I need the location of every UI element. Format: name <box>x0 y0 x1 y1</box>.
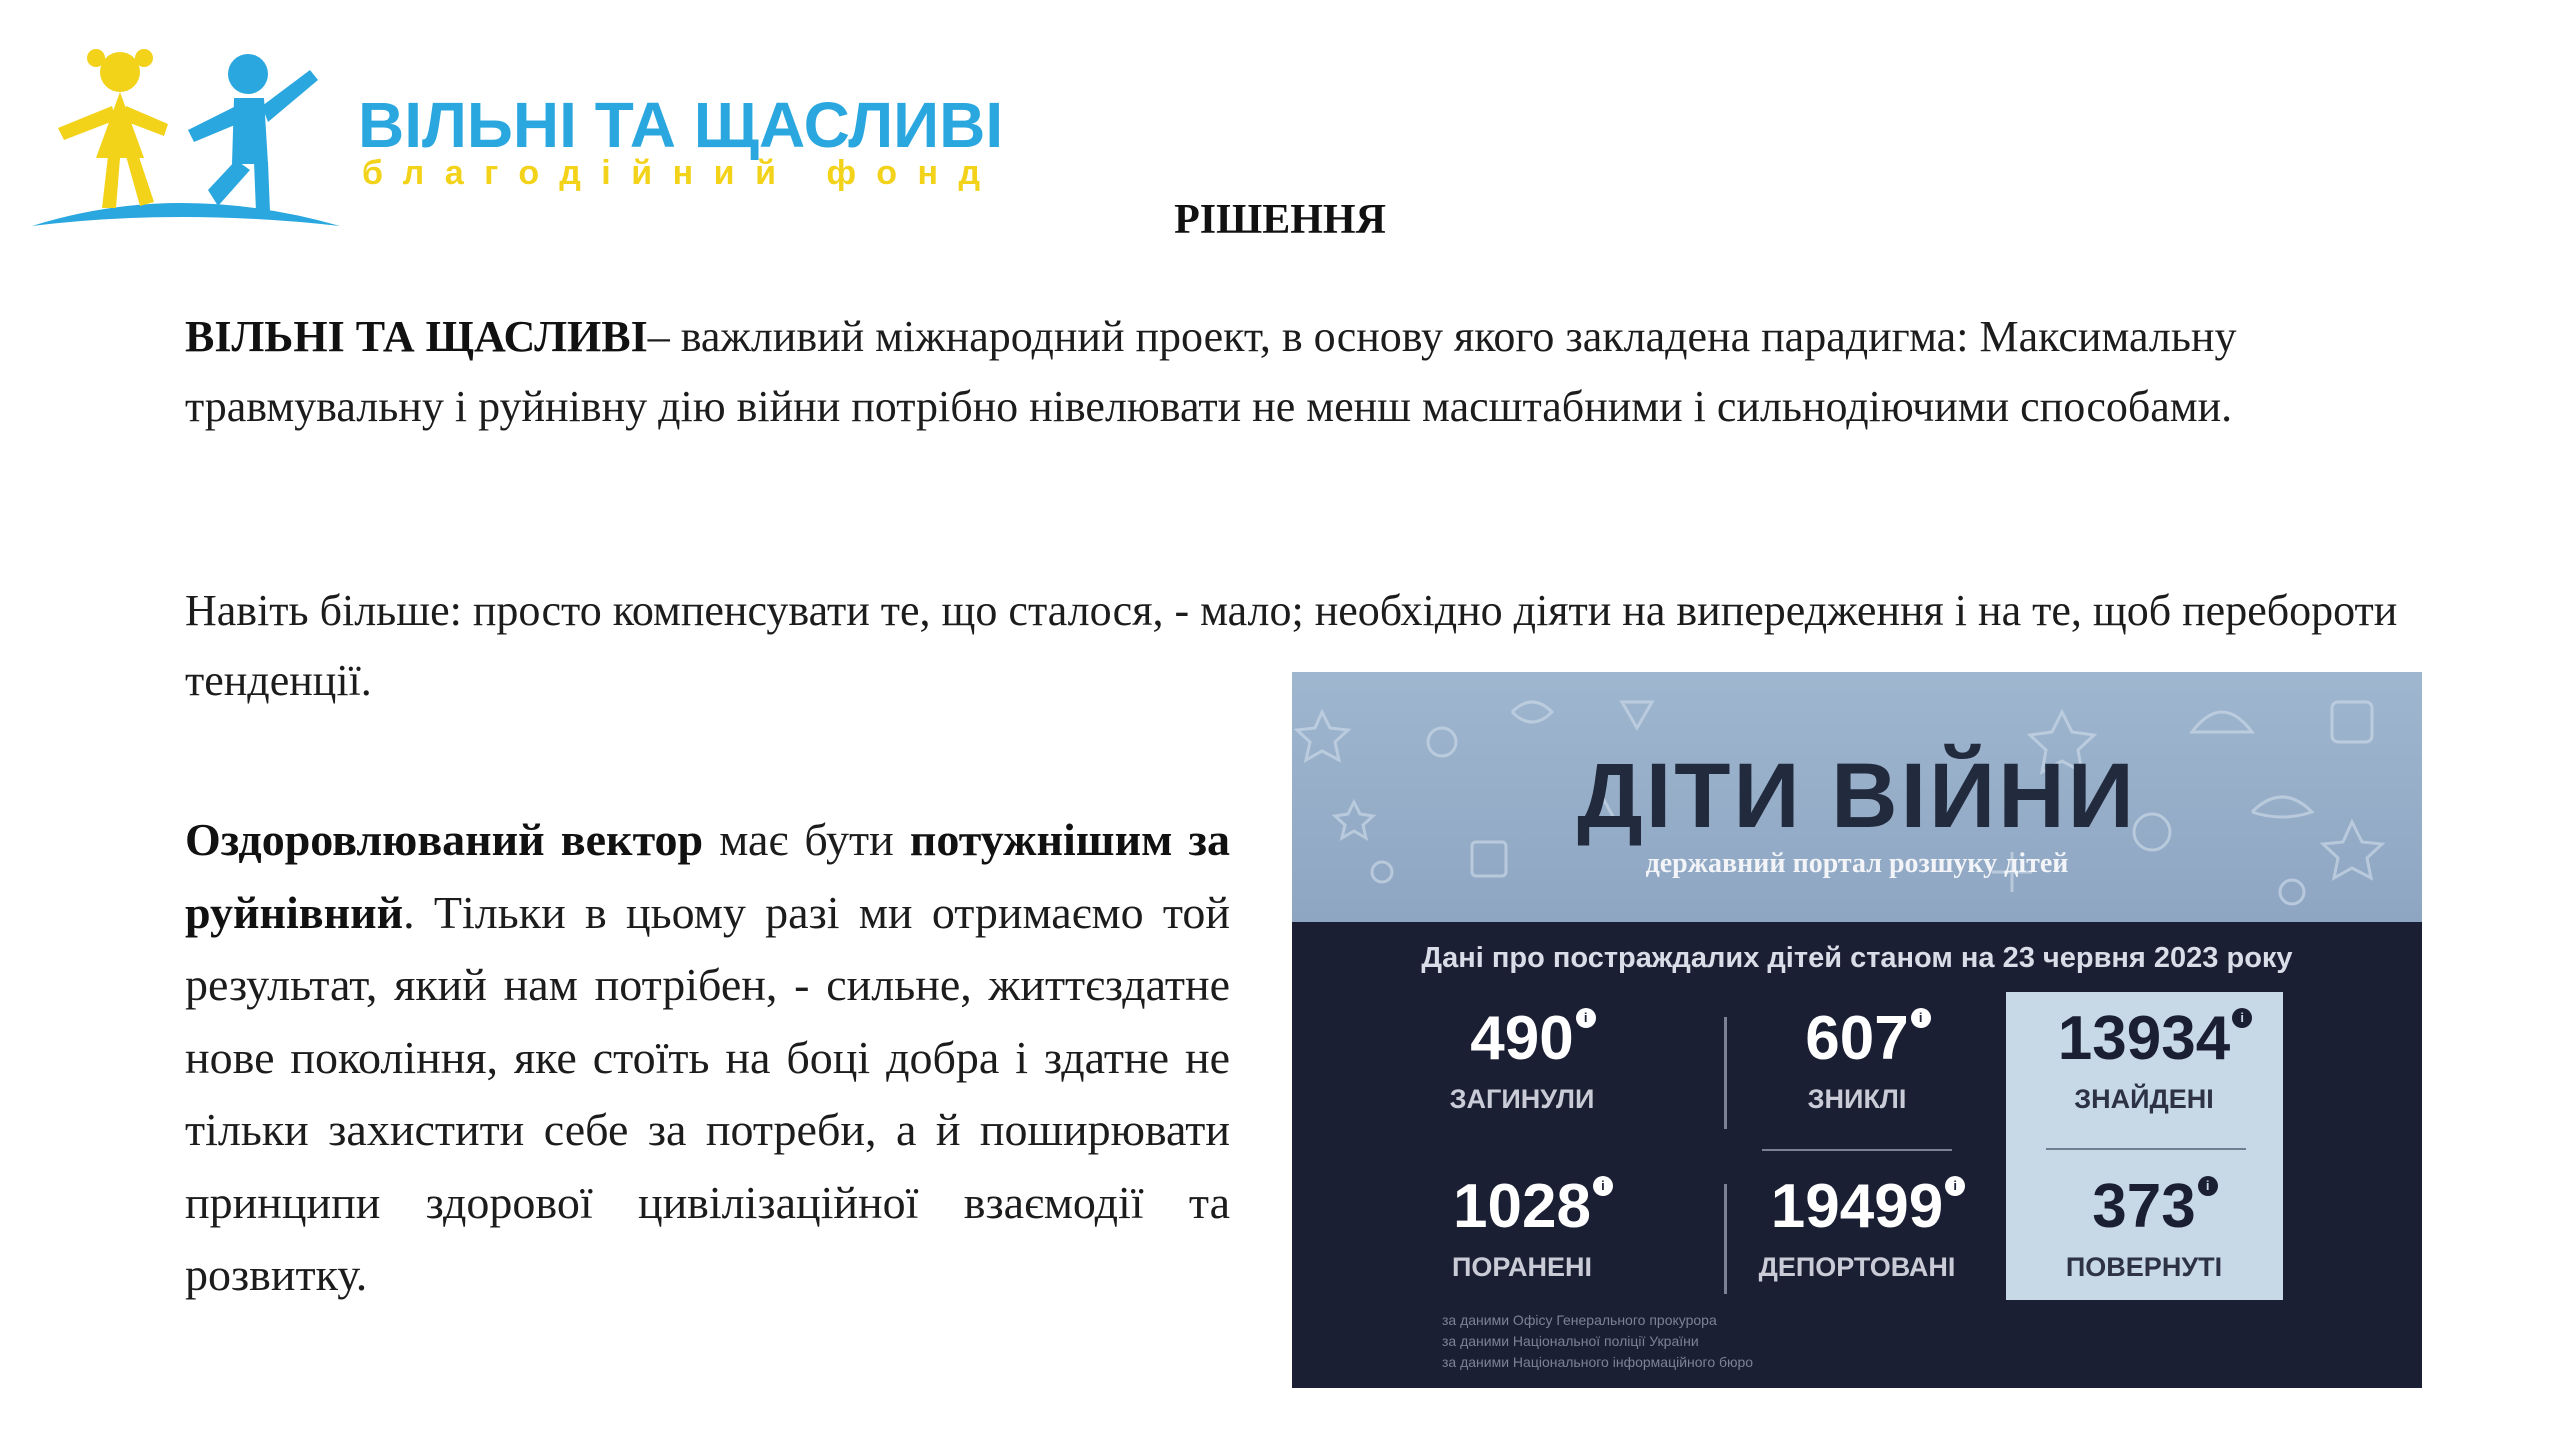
stat-found-label: ЗНАЙДЕНІ <box>2074 1084 2214 1114</box>
info-mark-icon: i <box>2198 1176 2218 1196</box>
stat-divider <box>1762 1149 1952 1151</box>
stat-missing <box>1727 1004 1987 1115</box>
stat-killed <box>1392 1004 1652 1115</box>
found-returned-box <box>2006 992 2283 1300</box>
intro-paragraph <box>185 302 2425 442</box>
infographic-sources <box>1442 1310 1753 1373</box>
info-mark-icon: i <box>1593 1176 1613 1196</box>
source-line: за даними Офісу Генерального прокурора <box>1442 1312 1717 1328</box>
vector-text-2: . Тільки в цьому разі ми отримаємо той результат, який нам потрібен, - сильне, життєздатне нове покоління, яке стоїть на боці добра і здатне не тільки захистити себе за потреби, а й поширювати принципи здорової цивілізаційної взаємодії та розвитку. <box>185 886 1230 1300</box>
stat-returned-value: 373 <box>2092 1172 2196 1241</box>
stat-deported-label: ДЕПОРТОВАНІ <box>1758 1252 1956 1282</box>
intro-project-name: ВІЛЬНІ ТА ЩАСЛИВІ <box>185 312 648 361</box>
source-line: за даними Національного інформаційного бюро <box>1442 1354 1754 1370</box>
vector-paragraph <box>185 804 1230 1312</box>
stat-missing-label: ЗНИКЛІ <box>1807 1084 1907 1114</box>
intro-text: – важливий міжнародний проект, в основу якого закладена парадигма: Максимальну травмувальну і руйнівну дію війни потрібно нівелювати не менш масштабними і сильнодіючими способами. <box>185 312 2237 431</box>
vector-bold-1: Оздоровлюваний вектор <box>185 814 704 865</box>
source-line: за даними Національної поліції України <box>1442 1333 1699 1349</box>
logo-subtitle: благодійний фонд <box>362 154 1001 192</box>
infographic-subtitle: державний портал розшуку дітей <box>1645 848 2069 879</box>
infographic-header <box>1292 672 2422 922</box>
info-mark-icon: i <box>1945 1176 1965 1196</box>
info-mark-icon: i <box>1911 1008 1931 1028</box>
stat-returned-label: ПОВЕРНУТІ <box>2065 1252 2223 1282</box>
stat-deported <box>1727 1172 1987 1283</box>
stat-found <box>2014 1004 2274 1115</box>
stat-killed-value: 490 <box>1470 1004 1574 1073</box>
vector-bold-2: потужнішим за руйнівний <box>185 814 1231 938</box>
second-paragraph: Навіть більше: просто компенсувати те, що сталося, - мало; необхідно діяти на випередження і на те, щоб перебороти тенденції. <box>185 586 2398 705</box>
infographic-date-line: Дані про постраждалих дітей станом на 23 червня 2023 року <box>1421 942 2293 974</box>
stat-injured-value: 1028 <box>1453 1172 1591 1241</box>
stat-injured <box>1392 1172 1652 1283</box>
page-title: РІШЕННЯ <box>1174 197 1386 243</box>
stat-missing-value: 607 <box>1805 1004 1909 1073</box>
stat-deported-value: 19499 <box>1770 1172 1944 1241</box>
infographic-title: ДІТИ ВІЙНИ <box>1577 745 2137 847</box>
stat-divider <box>2046 1148 2246 1150</box>
stat-injured-label: ПОРАНЕНІ <box>1451 1252 1593 1282</box>
logo-name: ВІЛЬНІ ТА ЩАСЛИВІ <box>358 89 1004 161</box>
stat-found-value: 13934 <box>2057 1004 2231 1073</box>
children-of-war-infographic <box>1292 672 2422 1388</box>
stat-killed-label: ЗАГИНУЛИ <box>1449 1084 1595 1114</box>
vector-text-1: має бути <box>703 814 910 865</box>
stat-returned <box>2014 1172 2274 1283</box>
info-mark-icon: i <box>1576 1008 1596 1028</box>
info-mark-icon: i <box>2232 1008 2252 1028</box>
